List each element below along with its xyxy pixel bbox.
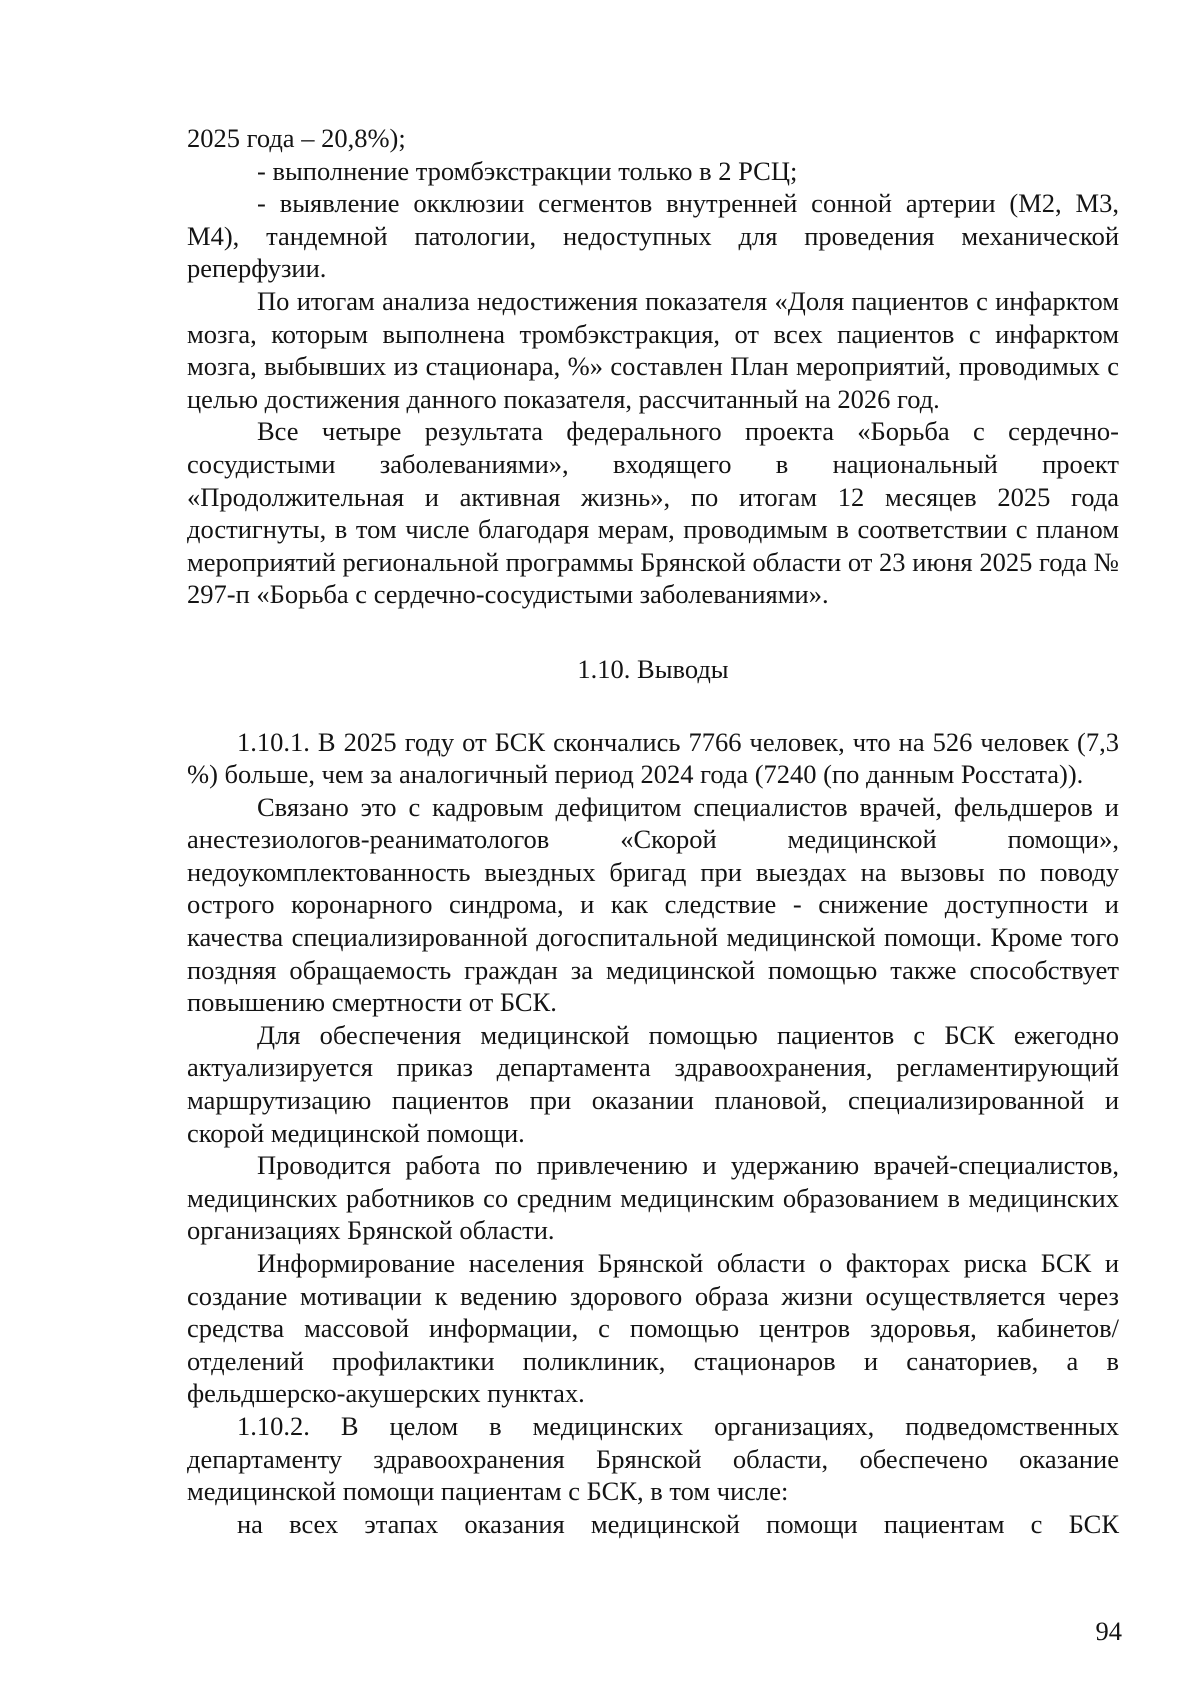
paragraph-1-10-2: 1.10.2. В целом в медицинских организациях, подведомственных департаменту здравоохранения Брянской области, обеспечено оказание медицинской помощи пациентам с БСК, в том числе: — [187, 1410, 1119, 1507]
paragraph-all-stages: на всех этапах оказания медицинской помощи пациентам с БСК — [237, 1508, 1119, 1539]
page-number: 94 — [1095, 1616, 1122, 1646]
paragraph-plan: По итогам анализа недостижения показателя «Доля пациентов с инфарктом мозга, которым выполнена тромбэкстракция, от всех пациентов с инфарктом мозга, выбывших из стационара, %» составлен План мероприятий, проводимых с целью достижения данного показателя, рассчитанный на 2026 год. — [187, 285, 1119, 414]
document-body — [187, 122, 1119, 1540]
list-item-thrombectomy: - выполнение тромбэкстракции только в 2 РСЦ; — [257, 155, 798, 186]
paragraph-continuation: 2025 года – 20,8%); — [187, 123, 406, 153]
paragraph-federal-project: Все четыре результата федерального проекта «Борьба с сердечно-сосудистыми заболеваниями», входящего в национальный проект «Продолжительная и активная жизнь», по итогам 12 месяцев 2025 года достигнуты, в том числе благодаря мерам, проводимым в соответствии с планом мероприятий региональной программы Брянской области от 23 июня 2025 года № 297-п «Борьба с сердечно-сосудистыми заболеваниями». — [187, 416, 1119, 610]
paragraph-staff-shortage: Связано это с кадровым дефицитом специалистов врачей, фельдшеров и анестезиологов-реаниматологов «Скорой медицинской помощи», недоукомплектованность выездных бригад при выездах на вызовы по поводу острого коронарного синдрома, и как следствие - снижение доступности и качества специализированной догоспитальной медицинской помощи. Кроме того поздняя обращаемость граждан за медицинской помощью также способствует повышению смертности от БСК. — [187, 791, 1119, 1018]
section-heading: 1.10. Выводы — [577, 653, 729, 684]
paragraph-routing-order: Для обеспечения медицинской помощью пациентов с БСК ежегодно актуализируется приказ департамента здравоохранения, регламентирующий маршрутизацию пациентов при оказании плановой, специализированной и скорой медицинской помощи. — [187, 1019, 1119, 1148]
paragraph-1-10-1: 1.10.1. В 2025 году от БСК скончались 7766 человек, что на 526 человек (7,3 %) больше, чем за аналогичный период 2024 года (7240 (по данным Росстата)). — [187, 726, 1119, 790]
paragraph-public-information: Информирование населения Брянской области о факторах риска БСК и создание мотивации к ведению здорового образа жизни осуществляется через средства массовой информации, с помощью центров здоровья, кабинетов/отделений профилактики поликлиник, стационаров и санаториев, а в фельдшерско-акушерских пунктах. — [187, 1248, 1119, 1409]
list-item-occlusion: - выявление окклюзии сегментов внутренней сонной артерии (М2, М3, М4), тандемной патологии, недоступных для проведения механической реперфузии. — [187, 188, 1119, 284]
paragraph-recruitment: Проводится работа по привлечению и удержанию врачей-специалистов, медицинских работников со средним медицинским образованием в медицинских организациях Брянской области. — [187, 1150, 1119, 1246]
